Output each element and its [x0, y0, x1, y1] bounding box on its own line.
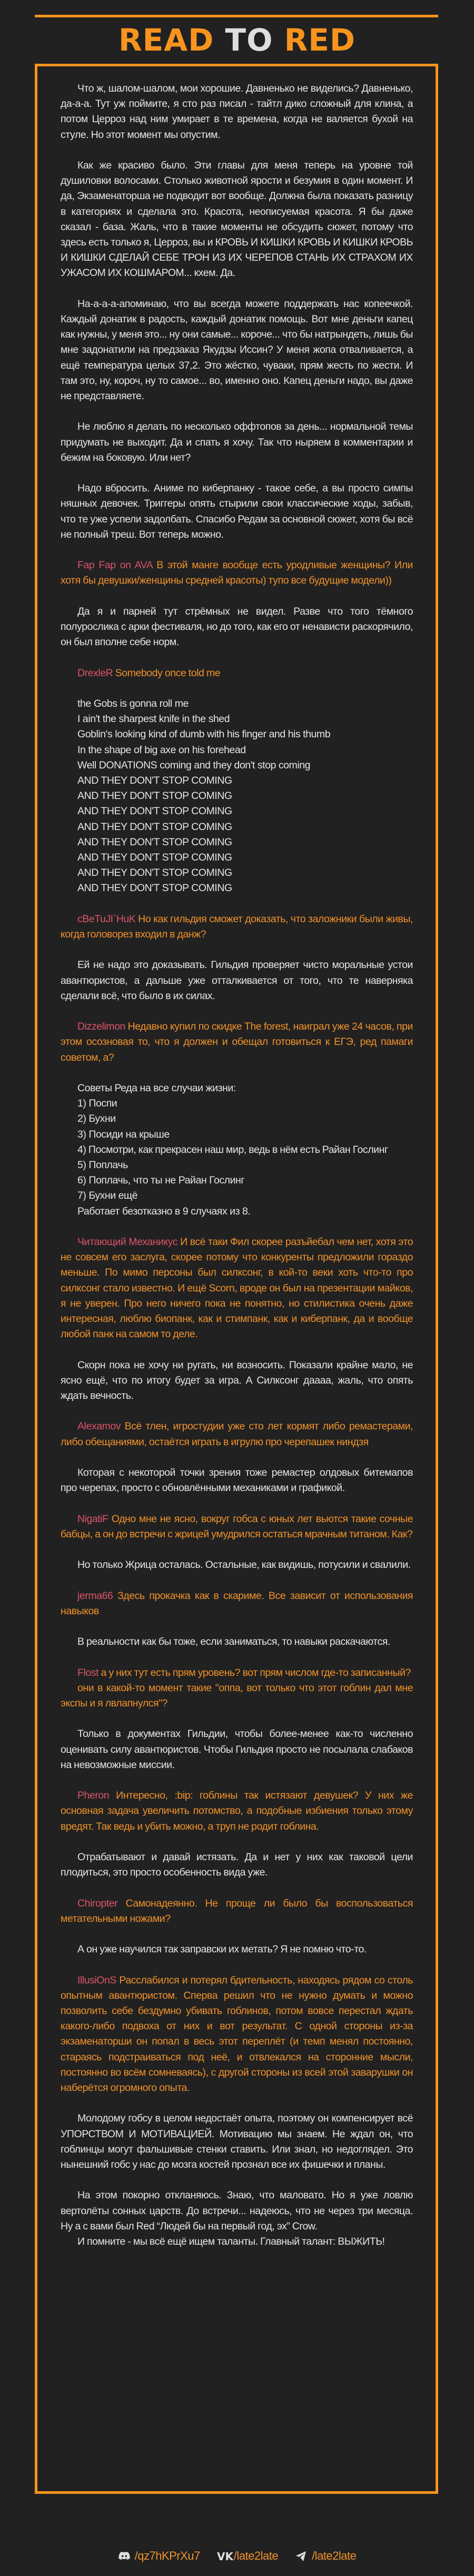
comment-nick: Chiropter: [77, 1897, 118, 1909]
comment-nick: jerma66: [77, 1590, 113, 1602]
vk-label: /late2late: [233, 2549, 279, 2562]
comment-nick: IllusiOnS: [77, 1974, 116, 1986]
comment-nick: NigatiF: [77, 1513, 108, 1525]
comment-text: И всё таки Фил скорее разъйебал чем нет, хотя это не совсем его заслуга, скорее потому что конкуренты предложили гораздо меньше. По мимо персоны был силксонг, в кой-то веки хоть что-то про силксонг стало известно. И ещё Scorn, вроде он был на презентации майков, я не уверен. Про него ничего пока не понятно, но стилистика очень даже интересная, люблю биопанк, как и стимпанк, как и киберпанк, да и вообще любой панк на самом то деле.: [61, 1236, 413, 1340]
page-title: [0, 23, 474, 57]
reply: Но только Жрица осталась. Остальные, как видишь, потусили и свалили.: [77, 1559, 411, 1571]
comment-text: Но как гильдия сможет доказать, что заложники были живы, когда головорез входил в данж?: [61, 913, 413, 941]
comment: [61, 1588, 413, 1619]
song-line: Well DONATIONS coming and they don't stop coming: [77, 759, 311, 771]
song-line: I ain't the sharpest knife in the shed: [77, 713, 230, 725]
song-line: the Gobs is gonna roll me: [77, 698, 189, 709]
comment: [61, 912, 413, 942]
song-line: AND THEY DON'T STOP COMING: [77, 836, 232, 848]
comment-nick: Dizzelimon: [77, 1021, 125, 1033]
song-line: AND THEY DON'T STOP COMING: [77, 821, 232, 833]
comment: [61, 1788, 413, 1834]
comment-text: Одно мне не ясно, вокруг гобса с юных лет вьются такие сочные бабцы, а он до встречи с жрицей умудрился остаться мрачным титаном. Как?: [61, 1513, 413, 1540]
vk-icon: [216, 2550, 233, 2563]
comment-continued: они в какой-то момент такие "оппа, вот только что этот гоблин дал мне экспы и я лвлапнулся"?: [61, 1682, 413, 1709]
discord-link[interactable]: [118, 2549, 200, 2563]
comment: [61, 1512, 413, 1542]
comment-text: Недавно купил по скидке The forest, наиграл уже 24 часов, при этом осозновая то, что я должен и обещал готовиться к ЕГЭ, ред памаги советом, а?: [61, 1021, 413, 1063]
comment-text: В этой манге вообще есть уродливые женщины? Или хотя бы девушки/женщины средней красоты) тупо все будущие модели)): [61, 559, 413, 587]
song-line: In the shape of big axe on his forehead: [77, 744, 246, 756]
vk-link[interactable]: [217, 2549, 278, 2563]
advice-item: 6) Поплачь, что ты не Райан Гослинг: [77, 1175, 245, 1187]
song-line: AND THEY DON'T STOP COMING: [77, 805, 232, 817]
comment: [61, 666, 413, 681]
advice-item: 4) Посмотри, как прекрасен наш мир, ведь в нём есть Райан Гослинг: [77, 1143, 388, 1156]
song-line: AND THEY DON'T STOP COMING: [77, 867, 232, 879]
comment: [61, 1235, 413, 1342]
comment-text: а у них тут есть прям уровень? вот прям числом где-то записанный?: [101, 1666, 411, 1679]
closing-paragraph: На этом покорно откланяюсь. Знаю, что маловато. Но я уже ловлю вертолёты сонных царств. До встречи... надеюсь, что не через три месяца. Ну а с вами был Red “Людей бы на первый год, эх” Crow.: [61, 2189, 413, 2232]
advice-list: [61, 1081, 413, 1219]
song-line: AND THEY DON'T STOP COMING: [77, 882, 232, 894]
reply: Скорн пока не хочу ни ругать, ни возносить. Показали крайне мало, не ясно ещё, что по итогу будет за игра. А Силксонг даааа, жаль, что опять ждать вечность.: [61, 1359, 413, 1402]
comment-nick: Flost: [77, 1666, 99, 1679]
advice-item: 1) Поспи: [77, 1098, 117, 1110]
advice-item: 2) Бухни: [77, 1113, 116, 1125]
reply: Молодому гобсу в целом недостаёт опыта, поэтому он компенсирует всё УПОРСТВОМ И МОТИВАЦИЕЙ. Мотивацию мы знаем. Не ждал он, что гоблинцы могут фальшивые стенки ставить. Или знал, но недоглядел. Это нынешний гобс у нас до мозга костей прознал все их фишечки и планы.: [61, 2113, 413, 2170]
comment-text: Интересно, :bip: гоблины так истязают девушек? У них же основная задача увеличить потомство, а подобные избиения только этому вредят. Так ведь и убить можно, а труп не родит гоблина.: [61, 1790, 413, 1832]
comment: [61, 1419, 413, 1449]
discord-icon: [118, 2550, 131, 2562]
song-lyrics: [61, 696, 413, 896]
top-rule: [35, 15, 438, 17]
comment-text: Здесь прокачка как в скариме. Все зависит от использования навыков: [61, 1590, 413, 1617]
telegram-label: /late2late: [312, 2549, 357, 2562]
title-to: TO: [225, 22, 273, 58]
content-box: [35, 64, 438, 2494]
comment-text: Расслабился и потерял бдительность, находясь рядом со столь опытным авантюристом. Сперва решил что не нужно думать и можно позволить себе бездумно убивать гоблинов, потом вовсе перестал ждать какого-либо подвоха от них и вот результат. С одной стороны из-за экзаменаторши он попал в весь этот переплёт (и темп менял постоянно, стараясь подстраиваться под неё, и отвлекался на сторонние мысли, постоянно во всём сомневаясь), с другой стороны из всей этой заварушки он наберётся огромного опыта.: [61, 1974, 413, 2094]
advice-item: 7) Бухни ещё: [77, 1190, 138, 1202]
telegram-icon: [295, 2550, 308, 2562]
advice-item: 5) Поплачь: [77, 1159, 128, 1171]
comment-text: Самонадеянно. Не проще ли было бы воспользоваться метательными ножами?: [61, 1897, 413, 1924]
comment-nick: Alexamov: [77, 1420, 121, 1433]
song-line: AND THEY DON'T STOP COMING: [77, 775, 232, 787]
song-line: AND THEY DON'T STOP COMING: [77, 790, 232, 802]
comment-nick: DrexleR: [77, 667, 113, 679]
paragraph-donate: На-а-а-а-апоминаю, что вы всегда можете поддержать нас копеечкой. Каждый донатик в радость, каждый донатик помощь. Вот мне деньги капец как нужны, у меня это... ну они самые... короче... что бы натрындеть, лишь бы мне задонатили на предзаказ Якудзы Иссин? У меня жопа отваливается, а ещё температура целых 37,2. Это жёстко, чуваки, прям жесть по жести. И там это, ну, короч, ну то самое... во, именно оно. Капец деньги надо, вы даже не представляете.: [61, 298, 413, 402]
advice-outro: Работает безотказно в 9 случаях из 8.: [77, 1205, 251, 1217]
song-line: Goblin's looking kind of dumb with his finger and his thumb: [77, 728, 331, 741]
comment-nick: Читающий Механикус: [77, 1236, 178, 1248]
closing-slogan: И помните - мы всё ещё ищем таланты. Главный талант: ВЫЖИТЬ!: [77, 2235, 385, 2247]
paragraph-offtopic: Не люблю я делать по несколько оффтопов за день... нормальной темы придумать не выходит. Да и спать я хочу. Так что ныряем в комментарии и бежим на боковую. Или нет?: [61, 421, 413, 463]
social-footer: [0, 2548, 474, 2564]
svg-text:VK: VK: [216, 2550, 233, 2563]
paragraph-blood: Как же красиво было. Эти главы для меня теперь на уровне той душиловки волосами. Столько животной ярости и безумия в один момент. И да, Экзаменаторша не подводит вот вообще. Должна была показать разницу в категориях и сделала это. Красота, неописуемая красота. Я бы даже сказал - база. Жаль, что в такие моменты не обсудить сюжет, потому что здесь есть только я, Церроз, вы и КРОВЬ И КИШКИ КРОВЬ И КИШКИ КРОВЬ И КИШКИ СДЕЛАЙ СЕБЕ ТРОН ИЗ ИХ ЧЕРЕПОВ СТАНЬ ИХ СТРАХОМ ИХ УЖАСОМ ИХ КОШМАРОМ... кхем. Да.: [61, 160, 413, 279]
reply: Ей не надо это доказывать. Гильдия проверяет чисто моральные устои авантюристов, а дальше уже отталкивается от того, что те наверняка сделали всё, что было в их силах.: [61, 959, 413, 1002]
comment-nick: Pheron: [77, 1790, 110, 1802]
comment: [61, 1973, 413, 2096]
comment: [61, 1019, 413, 1065]
title-red: RED: [284, 22, 356, 58]
paragraph-intro: Что ж, шалом-шалом, мои хорошие. Давненько не виделись? Давненько, да-а-а. Тут уж поймите, я сто раз писал - тайтл дико сложный для клина, а потом Церроз над ним умирает в те времена, когда не валяется бухой на стуле. Но этот момент мы опустим.: [61, 83, 413, 141]
telegram-link[interactable]: [295, 2549, 356, 2563]
song-line: AND THEY DON'T STOP COMING: [77, 852, 232, 864]
comment: [61, 558, 413, 588]
comment-text: Somebody once told me: [115, 667, 221, 679]
reply: Отрабатывают и давай истязать. Да и нет у них как таковой цели плодиться, это просто особенность вида уже.: [61, 1851, 413, 1879]
comment: [61, 1896, 413, 1927]
title-read: READ: [118, 22, 214, 58]
comment-text: Всё тлен, игростудии уже сто лет кормят либо ремастерами, либо обещаниями, остаётся играть в игрулю про черепашек ниндзя: [61, 1420, 413, 1448]
reply: В реальности как бы тоже, если заниматься, то навыки раскачаются.: [77, 1636, 390, 1648]
comment: [61, 1665, 413, 1681]
reply: А он уже научился так заправски их метать? Я не помню что-то.: [77, 1943, 367, 1956]
comment-nick: cBeTuJI`HuK: [77, 913, 136, 925]
reply: Только в документах Гильдии, чтобы более-менее как-то численно оценивать силу авантюристов. Чтобы Гильдия просто не посылала слабаков на невозможные миссии.: [61, 1728, 413, 1771]
paragraph-cyberpunk: Надо вбросить. Аниме по киберпанку - такое себе, а вы просто симпы няшных девочек. Триггеры опять стырили свои классические ходы, забыв, что те уже успели задолбать. Спасибо Редам за основной сюжет, хотя бы всё не полный треш. Вот теперь можно.: [61, 482, 413, 540]
reply: Которая с некоторой точки зрения тоже ремастер олдовых битемапов про черепах, просто с обновлёнными механиками и графикой.: [61, 1467, 413, 1494]
advice-item: 3) Посиди на крыше: [77, 1128, 170, 1140]
discord-label: /qz7hKPrXu7: [134, 2549, 200, 2562]
comment-nick: Fap Fap on AVA: [77, 559, 153, 571]
advice-intro: Советы Реда на все случаи жизни:: [77, 1082, 236, 1094]
reply: Да я и парней тут стрёмных не видел. Разве что того тёмного полурослика с арки фестиваля, но до того, как его от ненависти раскорячило, он был вполне себе норм.: [61, 605, 413, 648]
